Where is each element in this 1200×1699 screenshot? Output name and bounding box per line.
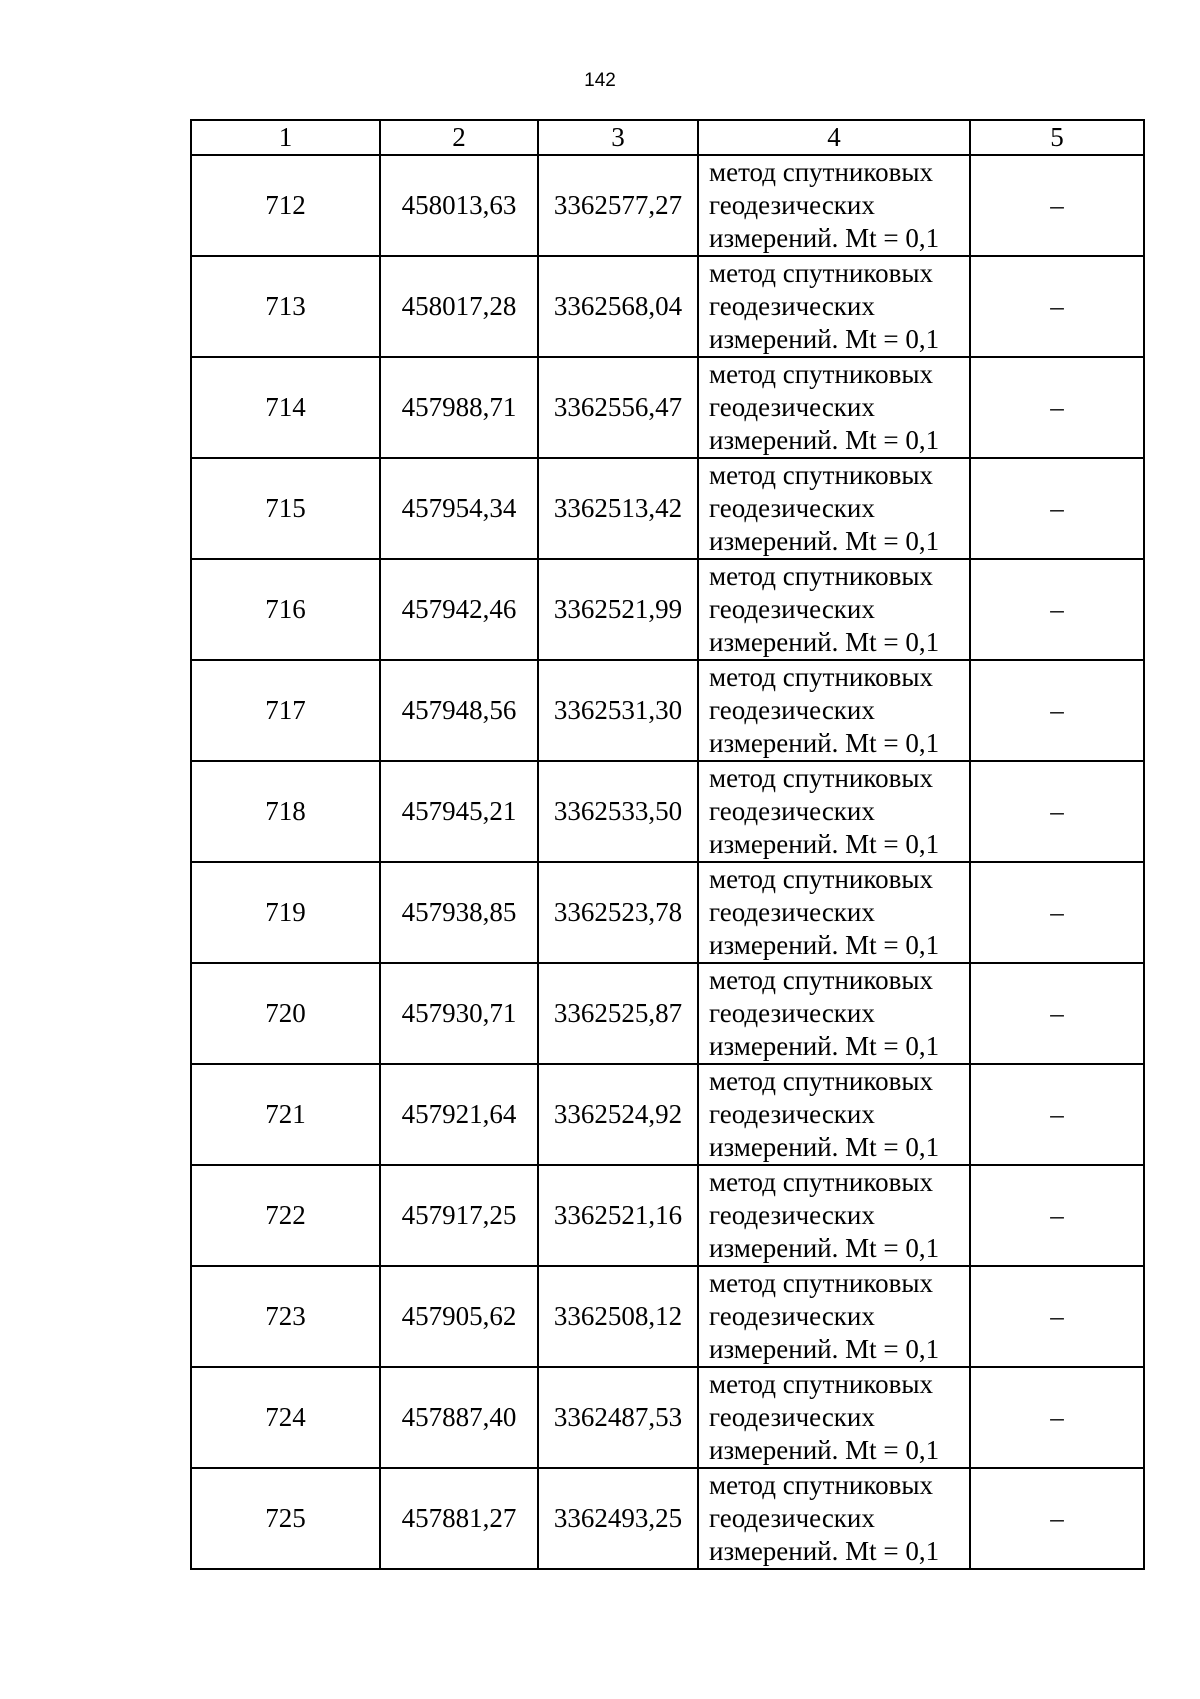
page-number: 142 <box>584 70 616 91</box>
column-header-2: 2 <box>380 120 538 155</box>
method-cell: метод спутниковых геодезических измерений. Mt = 0,1 <box>698 1064 970 1165</box>
table-row <box>191 458 1144 559</box>
note-cell: – <box>970 357 1144 458</box>
table-body <box>191 155 1144 1569</box>
method-cell: метод спутниковых геодезических измерений. Mt = 0,1 <box>698 357 970 458</box>
point-number-cell: 714 <box>191 357 380 458</box>
point-number-cell: 717 <box>191 660 380 761</box>
header-row <box>191 120 1144 155</box>
note-cell: – <box>970 1367 1144 1468</box>
y-coordinate-cell: 3362521,16 <box>538 1165 698 1266</box>
x-coordinate-cell: 457945,21 <box>380 761 538 862</box>
column-header-1: 1 <box>191 120 380 155</box>
note-cell: – <box>970 559 1144 660</box>
y-coordinate-cell: 3362523,78 <box>538 862 698 963</box>
point-number-cell: 715 <box>191 458 380 559</box>
point-number-cell: 723 <box>191 1266 380 1367</box>
method-cell: метод спутниковых геодезических измерений. Mt = 0,1 <box>698 1165 970 1266</box>
y-coordinate-cell: 3362556,47 <box>538 357 698 458</box>
point-number-cell: 712 <box>191 155 380 256</box>
point-number-cell: 724 <box>191 1367 380 1468</box>
y-coordinate-cell: 3362524,92 <box>538 1064 698 1165</box>
table-header <box>191 120 1144 155</box>
x-coordinate-cell: 457938,85 <box>380 862 538 963</box>
note-cell: – <box>970 155 1144 256</box>
x-coordinate-cell: 458017,28 <box>380 256 538 357</box>
y-coordinate-cell: 3362521,99 <box>538 559 698 660</box>
method-cell: метод спутниковых геодезических измерений. Mt = 0,1 <box>698 1266 970 1367</box>
point-number-cell: 720 <box>191 963 380 1064</box>
column-header-4: 4 <box>698 120 970 155</box>
method-cell: метод спутниковых геодезических измерений. Mt = 0,1 <box>698 458 970 559</box>
point-number-cell: 722 <box>191 1165 380 1266</box>
method-cell: метод спутниковых геодезических измерений. Mt = 0,1 <box>698 1468 970 1569</box>
table-row <box>191 559 1144 660</box>
point-number-cell: 716 <box>191 559 380 660</box>
x-coordinate-cell: 457942,46 <box>380 559 538 660</box>
y-coordinate-cell: 3362577,27 <box>538 155 698 256</box>
y-coordinate-cell: 3362525,87 <box>538 963 698 1064</box>
y-coordinate-cell: 3362508,12 <box>538 1266 698 1367</box>
note-cell: – <box>970 1468 1144 1569</box>
x-coordinate-cell: 457930,71 <box>380 963 538 1064</box>
point-number-cell: 713 <box>191 256 380 357</box>
table-row <box>191 1064 1144 1165</box>
note-cell: – <box>970 256 1144 357</box>
x-coordinate-cell: 457921,64 <box>380 1064 538 1165</box>
x-coordinate-cell: 457881,27 <box>380 1468 538 1569</box>
y-coordinate-cell: 3362513,42 <box>538 458 698 559</box>
x-coordinate-cell: 457954,34 <box>380 458 538 559</box>
method-cell: метод спутниковых геодезических измерений. Mt = 0,1 <box>698 1367 970 1468</box>
point-number-cell: 718 <box>191 761 380 862</box>
method-cell: метод спутниковых геодезических измерений. Mt = 0,1 <box>698 963 970 1064</box>
table-row <box>191 862 1144 963</box>
note-cell: – <box>970 1064 1144 1165</box>
y-coordinate-cell: 3362493,25 <box>538 1468 698 1569</box>
note-cell: – <box>970 862 1144 963</box>
y-coordinate-cell: 3362568,04 <box>538 256 698 357</box>
table-row <box>191 963 1144 1064</box>
table-row <box>191 155 1144 256</box>
table-row <box>191 660 1144 761</box>
point-number-cell: 725 <box>191 1468 380 1569</box>
point-number-cell: 719 <box>191 862 380 963</box>
table-row <box>191 761 1144 862</box>
y-coordinate-cell: 3362531,30 <box>538 660 698 761</box>
method-cell: метод спутниковых геодезических измерений. Mt = 0,1 <box>698 256 970 357</box>
table-row <box>191 1165 1144 1266</box>
note-cell: – <box>970 963 1144 1064</box>
note-cell: – <box>970 458 1144 559</box>
note-cell: – <box>970 660 1144 761</box>
method-cell: метод спутниковых геодезических измерений. Mt = 0,1 <box>698 761 970 862</box>
note-cell: – <box>970 1266 1144 1367</box>
table-row <box>191 1468 1144 1569</box>
column-header-3: 3 <box>538 120 698 155</box>
coordinates-table <box>190 119 1145 1570</box>
note-cell: – <box>970 1165 1144 1266</box>
x-coordinate-cell: 457988,71 <box>380 357 538 458</box>
x-coordinate-cell: 457887,40 <box>380 1367 538 1468</box>
y-coordinate-cell: 3362487,53 <box>538 1367 698 1468</box>
x-coordinate-cell: 458013,63 <box>380 155 538 256</box>
x-coordinate-cell: 457948,56 <box>380 660 538 761</box>
point-number-cell: 721 <box>191 1064 380 1165</box>
note-cell: – <box>970 761 1144 862</box>
method-cell: метод спутниковых геодезических измерений. Mt = 0,1 <box>698 660 970 761</box>
method-cell: метод спутниковых геодезических измерений. Mt = 0,1 <box>698 155 970 256</box>
x-coordinate-cell: 457917,25 <box>380 1165 538 1266</box>
table-row <box>191 256 1144 357</box>
x-coordinate-cell: 457905,62 <box>380 1266 538 1367</box>
table-row <box>191 1266 1144 1367</box>
column-header-5: 5 <box>970 120 1144 155</box>
y-coordinate-cell: 3362533,50 <box>538 761 698 862</box>
table-row <box>191 357 1144 458</box>
table-row <box>191 1367 1144 1468</box>
method-cell: метод спутниковых геодезических измерений. Mt = 0,1 <box>698 559 970 660</box>
method-cell: метод спутниковых геодезических измерений. Mt = 0,1 <box>698 862 970 963</box>
